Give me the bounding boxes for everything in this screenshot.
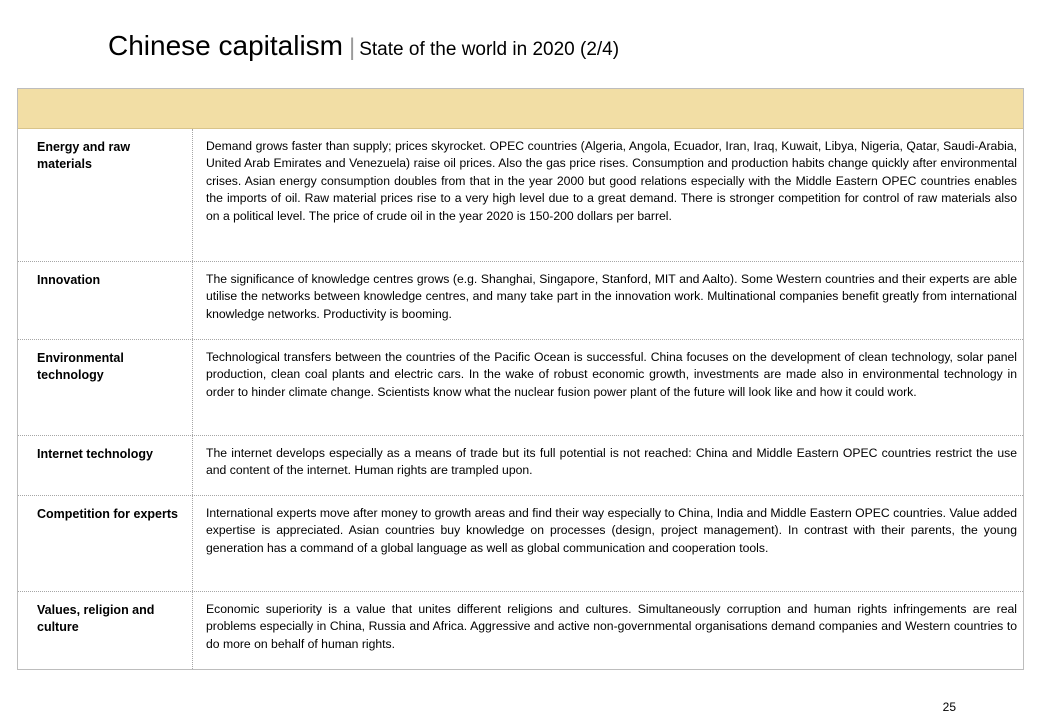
scenario-table (17, 88, 1024, 670)
column-divider (192, 129, 193, 261)
page-number: 25 (942, 700, 956, 714)
table-header-band (18, 89, 1023, 129)
row-text: The internet develops especially as a means of trade but its full potential is not reached: China and Middle Eastern OPEC countries restrict the use and content of the internet. Human rights are trampled upon. (206, 446, 1017, 478)
column-divider (192, 262, 193, 339)
column-divider (192, 496, 193, 591)
column-divider (192, 340, 193, 435)
row-text: Technological transfers between the countries of the Pacific Ocean is successful. China focuses on the development of clean technology, solar panel production, clean coal plants and electric cars. In the wake of robust economic growth, investments are made also in environmental technology in order to hinder climate change. Scientists know what the nuclear fusion power plant of the future will look like and how it could work. (206, 350, 1017, 399)
row-label: Competition for experts (37, 507, 178, 521)
table-row (18, 436, 1023, 496)
row-label: Values, religion and culture (37, 603, 155, 634)
row-text: Demand grows faster than supply; prices skyrocket. OPEC countries (Algeria, Angola, Ecuador, Iran, Iraq, Kuwait, Libya, Nigeria, Qatar, Saudi-Arabia, United Arab Emirates and Venezuela) raise oil prices. Also the gas price rises. Consumption and production habits change quickly after environmental crises. Asian energy consumption doubles from that in the year 2000 but good relations especially with the Middle Eastern OPEC countries enables the imports of oil. Raw material prices rise to a very high level due to a great demand. There is stronger competition for control of raw materials also on a political level. The price of crude oil in the year 2020 is 150-200 dollars per barrel. (206, 139, 1017, 223)
row-text: The significance of knowledge centres grows (e.g. Shanghai, Singapore, Stanford, MIT and Aalto). Some Western countries and their experts are able utilise the networks between knowledge centres, and many take part in the innovation work. Multinational companies benefit greatly from international knowledge networks. Productivity is booming. (206, 272, 1017, 321)
table-row (18, 129, 1023, 262)
title-subtitle: State of the world in 2020 (2/4) (359, 39, 620, 60)
table-row (18, 496, 1023, 592)
table-row (18, 340, 1023, 436)
row-text: Economic superiority is a value that unites different religions and cultures. Simultaneously corruption and human rights infringements are real problems especially in China, Russia and Africa. Aggressive and active non-governmental organisations demand companies and Western countries to do more on behalf of human rights. (206, 602, 1017, 651)
title-separator: | (349, 34, 356, 61)
row-label: Innovation (37, 273, 101, 287)
column-divider (192, 592, 193, 669)
column-divider (192, 436, 193, 495)
row-label: Energy and raw materials (37, 140, 131, 171)
table-row (18, 262, 1023, 340)
row-text: International experts move after money to growth areas and find their way especially to China, India and Middle Eastern OPEC countries. Value added expertise is appreciated. Asian countries buy knowledge on processes (design, project management). In contrast with their parents, the young generation has a command of a global language as well as global communication and cooperation tools. (206, 506, 1017, 555)
slide-title (108, 30, 619, 62)
row-label: Internet technology (37, 447, 153, 461)
row-label: Environmental technology (37, 351, 124, 382)
title-main: Chinese capitalism (108, 30, 343, 61)
table-row (18, 592, 1023, 669)
